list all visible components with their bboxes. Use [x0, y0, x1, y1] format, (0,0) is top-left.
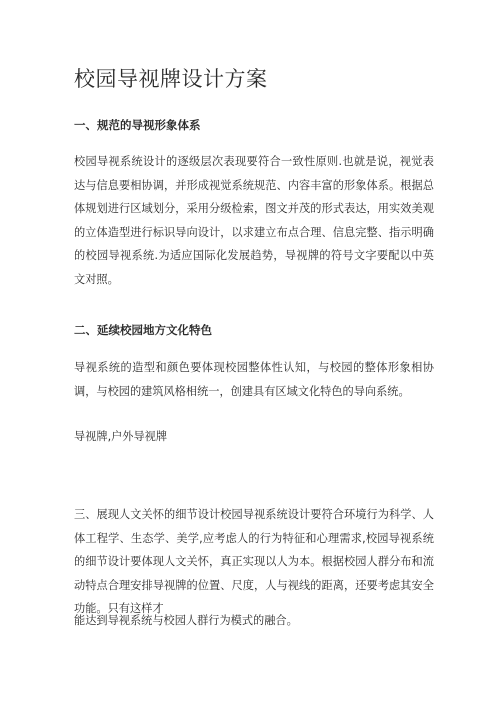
section2-caption: 导视牌,户外导视牌 [74, 430, 168, 443]
section1-paragraph: 校园导视系统设计的逐级层次表现要符合一致性原则.也就是说，视觉表达与信息要相协调，并形成视觉系统规范、内容丰富的形象体系。根据总体规划进行区域划分，采用分级检索，图文并茂的形式表达，用实效美观的立体造型进行标识导向设计，以求建立布点合理、信息完整、指示明确的校园导视系统.为适应国际化发展趋势，导视牌的符号文字要配以中英文对照。 [74, 155, 434, 286]
section3-continuation: 能达到导视系统与校园人群行为模式的融合。 [74, 614, 298, 627]
document-title: 校园导视牌设计方案 [74, 67, 268, 91]
section2-heading: 二、延续校园地方文化特色 [74, 323, 212, 337]
section1-heading: 一、规范的导视形象体系 [74, 118, 201, 132]
section3-paragraph: 三、展现人文关怀的细节设计校园导视系统设计要符合环境行为科学、人体工程学、生态学、美学,应考虑人的行为特征和心理需求,校园导视系统的细节设计要体现人文关怀，真正实现以人为本。根据校园人群分布和流动特点合理安排导视牌的位置、尺度，人与视线的距离，还要考虑其安全功能。只有这样才 [74, 508, 434, 615]
section2-paragraph: 导视系统的造型和颜色要体现校园整体性认知，与校园的整体形象相协调，与校园的建筑风格相统一，创建具有区域文化特色的导向系统。 [74, 361, 434, 398]
